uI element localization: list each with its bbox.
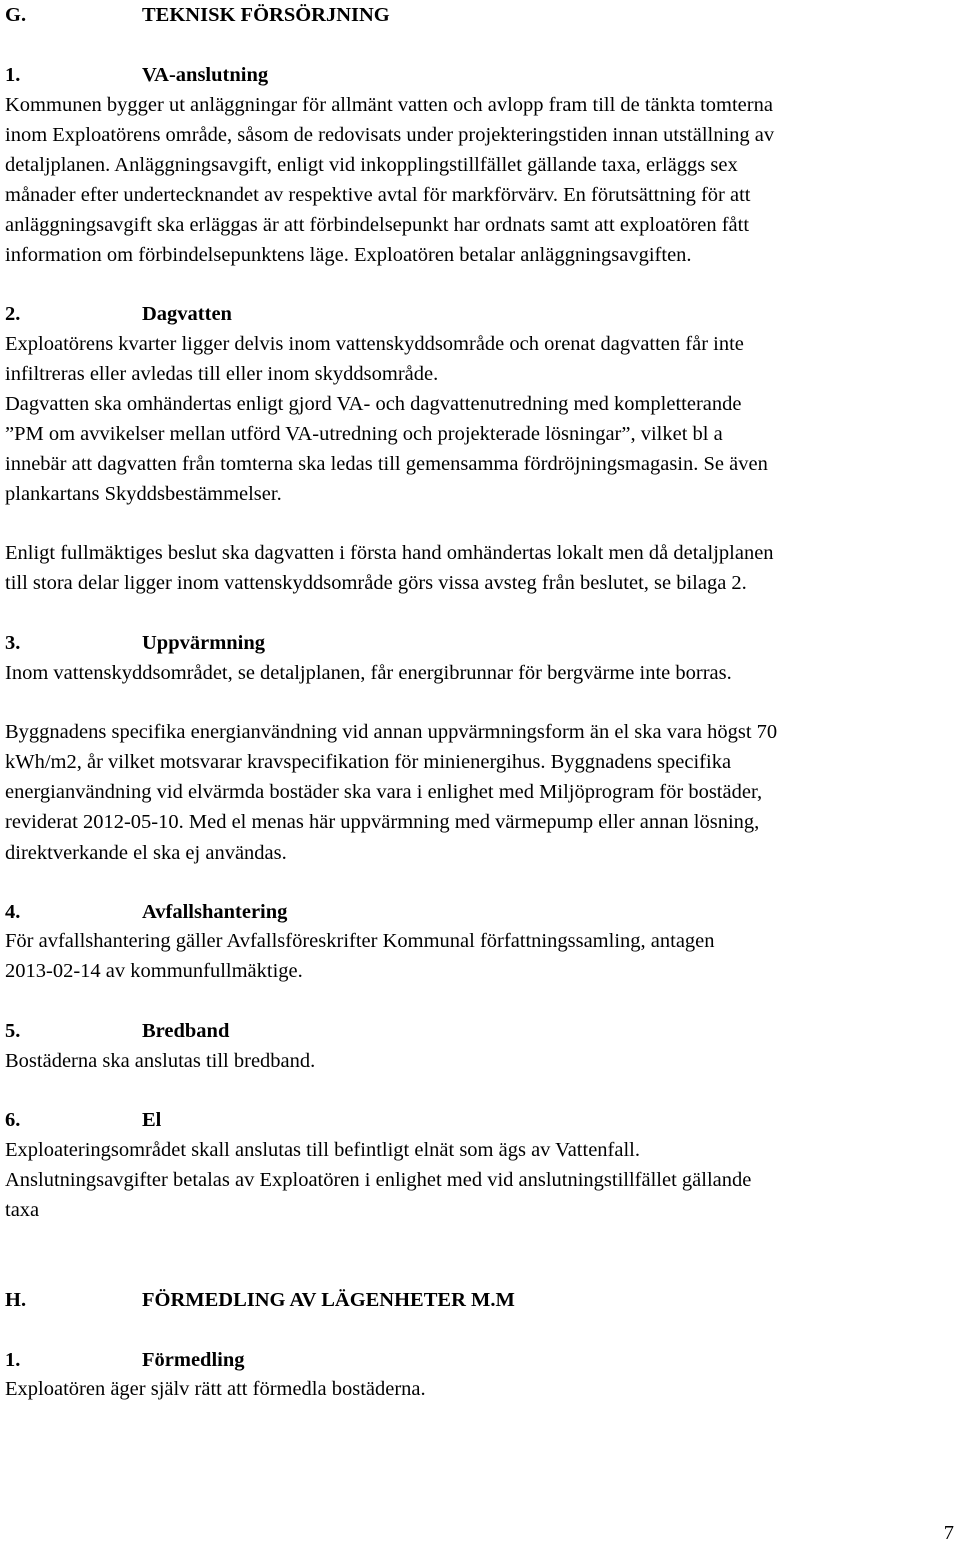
s2-line: innebär att dagvatten från tomterna ska ledas till gemensamma fördröjningsmagasin. Se även <box>5 453 768 475</box>
s3-heading: 3. Uppvärmning <box>5 632 266 654</box>
s3-line: Byggnadens specifika energianvändning vid annan uppvärmningsform än el ska vara högst 70 <box>5 721 778 743</box>
s3-line: kWh/m2, år vilket motsvarar kravspecifikation för minienergihus. Byggnadens specifika <box>5 751 732 773</box>
s2-line: Enligt fullmäktiges beslut ska dagvatten i första hand omhändertas lokalt men då detaljplanen <box>5 542 774 564</box>
s2-line: Exploatörens kvarter ligger delvis inom vattenskyddsområde och orenat dagvatten får inte <box>5 333 744 355</box>
s1-line: detaljplanen. Anläggningsavgift, enligt vid inkopplingstillfället gällande taxa, erläggs sex <box>5 154 738 176</box>
s3-line: reviderat 2012-05-10. Med el menas här uppvärmning med värmepump eller annan lösning, <box>5 811 760 833</box>
s3-line: direktverkande el ska ej användas. <box>5 842 287 864</box>
s4-line: För avfallshantering gäller Avfallsföreskrifter Kommunal författningssamling, antagen <box>5 930 715 952</box>
s5-line: Bostäderna ska anslutas till bredband. <box>5 1050 316 1072</box>
s1-line: månader efter undertecknandet av respektive avtal för markförvärv. En förutsättning för att <box>5 184 751 206</box>
s4-heading: 4. Avfallshantering <box>5 901 288 923</box>
s4-line: 2013-02-14 av kommunfullmäktige. <box>5 960 303 982</box>
section-h-heading: H. FÖRMEDLING AV LÄGENHETER M.M <box>5 1289 515 1311</box>
s2-line: infiltreras eller avledas till eller inom skyddsområde. <box>5 363 439 385</box>
s2-line: Dagvatten ska omhändertas enligt gjord VA- och dagvattenutredning med kompletterande <box>5 393 742 415</box>
s1-line: information om förbindelsepunktens läge. Exploatören betalar anläggningsavgiften. <box>5 244 692 266</box>
s5-heading: 5. Bredband <box>5 1020 230 1042</box>
s1-line: Kommunen bygger ut anläggningar för allmänt vatten och avlopp fram till de tänkta tomterna <box>5 94 773 116</box>
s2-heading: 2. Dagvatten <box>5 303 232 325</box>
s6-line: taxa <box>5 1199 40 1221</box>
s2-line: plankartans Skyddsbestämmelser. <box>5 483 282 505</box>
h1-line: Exploatören äger själv rätt att förmedla bostäderna. <box>5 1378 426 1400</box>
s3-line: Inom vattenskyddsområdet, se detaljplanen, får energibrunnar för bergvärme inte borras. <box>5 662 732 684</box>
s6-heading: 6. El <box>5 1109 162 1131</box>
s6-line: Anslutningsavgifter betalas av Exploatören i enlighet med vid anslutningstillfället gällande <box>5 1169 752 1191</box>
s3-line: energianvändning vid elvärmda bostäder ska vara i enlighet med Miljöprogram för bostäder, <box>5 781 763 803</box>
s1-heading: 1. VA-anslutning <box>5 64 269 86</box>
s6-line: Exploateringsområdet skall anslutas till befintligt elnät som ägs av Vattenfall. <box>5 1139 640 1161</box>
s1-line: inom Exploatörens område, såsom de redovisats under projekteringstiden innan utställning av <box>5 124 775 146</box>
s1-line: anläggningsavgift ska erläggas är att förbindelsepunkt har ordnats samt att exploatören fått <box>5 214 750 236</box>
s2-line: till stora delar ligger inom vattenskyddsområde görs vissa avsteg från beslutet, se bilaga 2. <box>5 572 747 594</box>
s2-line: ”PM om avvikelser mellan utförd VA-utredning och projekterade lösningar”, vilket bl a <box>5 423 723 445</box>
page-number: 7 <box>943 1522 954 1544</box>
section-g-heading: G. TEKNISK FÖRSÖRJNING <box>5 4 390 26</box>
h1-heading: 1. Förmedling <box>5 1349 245 1371</box>
